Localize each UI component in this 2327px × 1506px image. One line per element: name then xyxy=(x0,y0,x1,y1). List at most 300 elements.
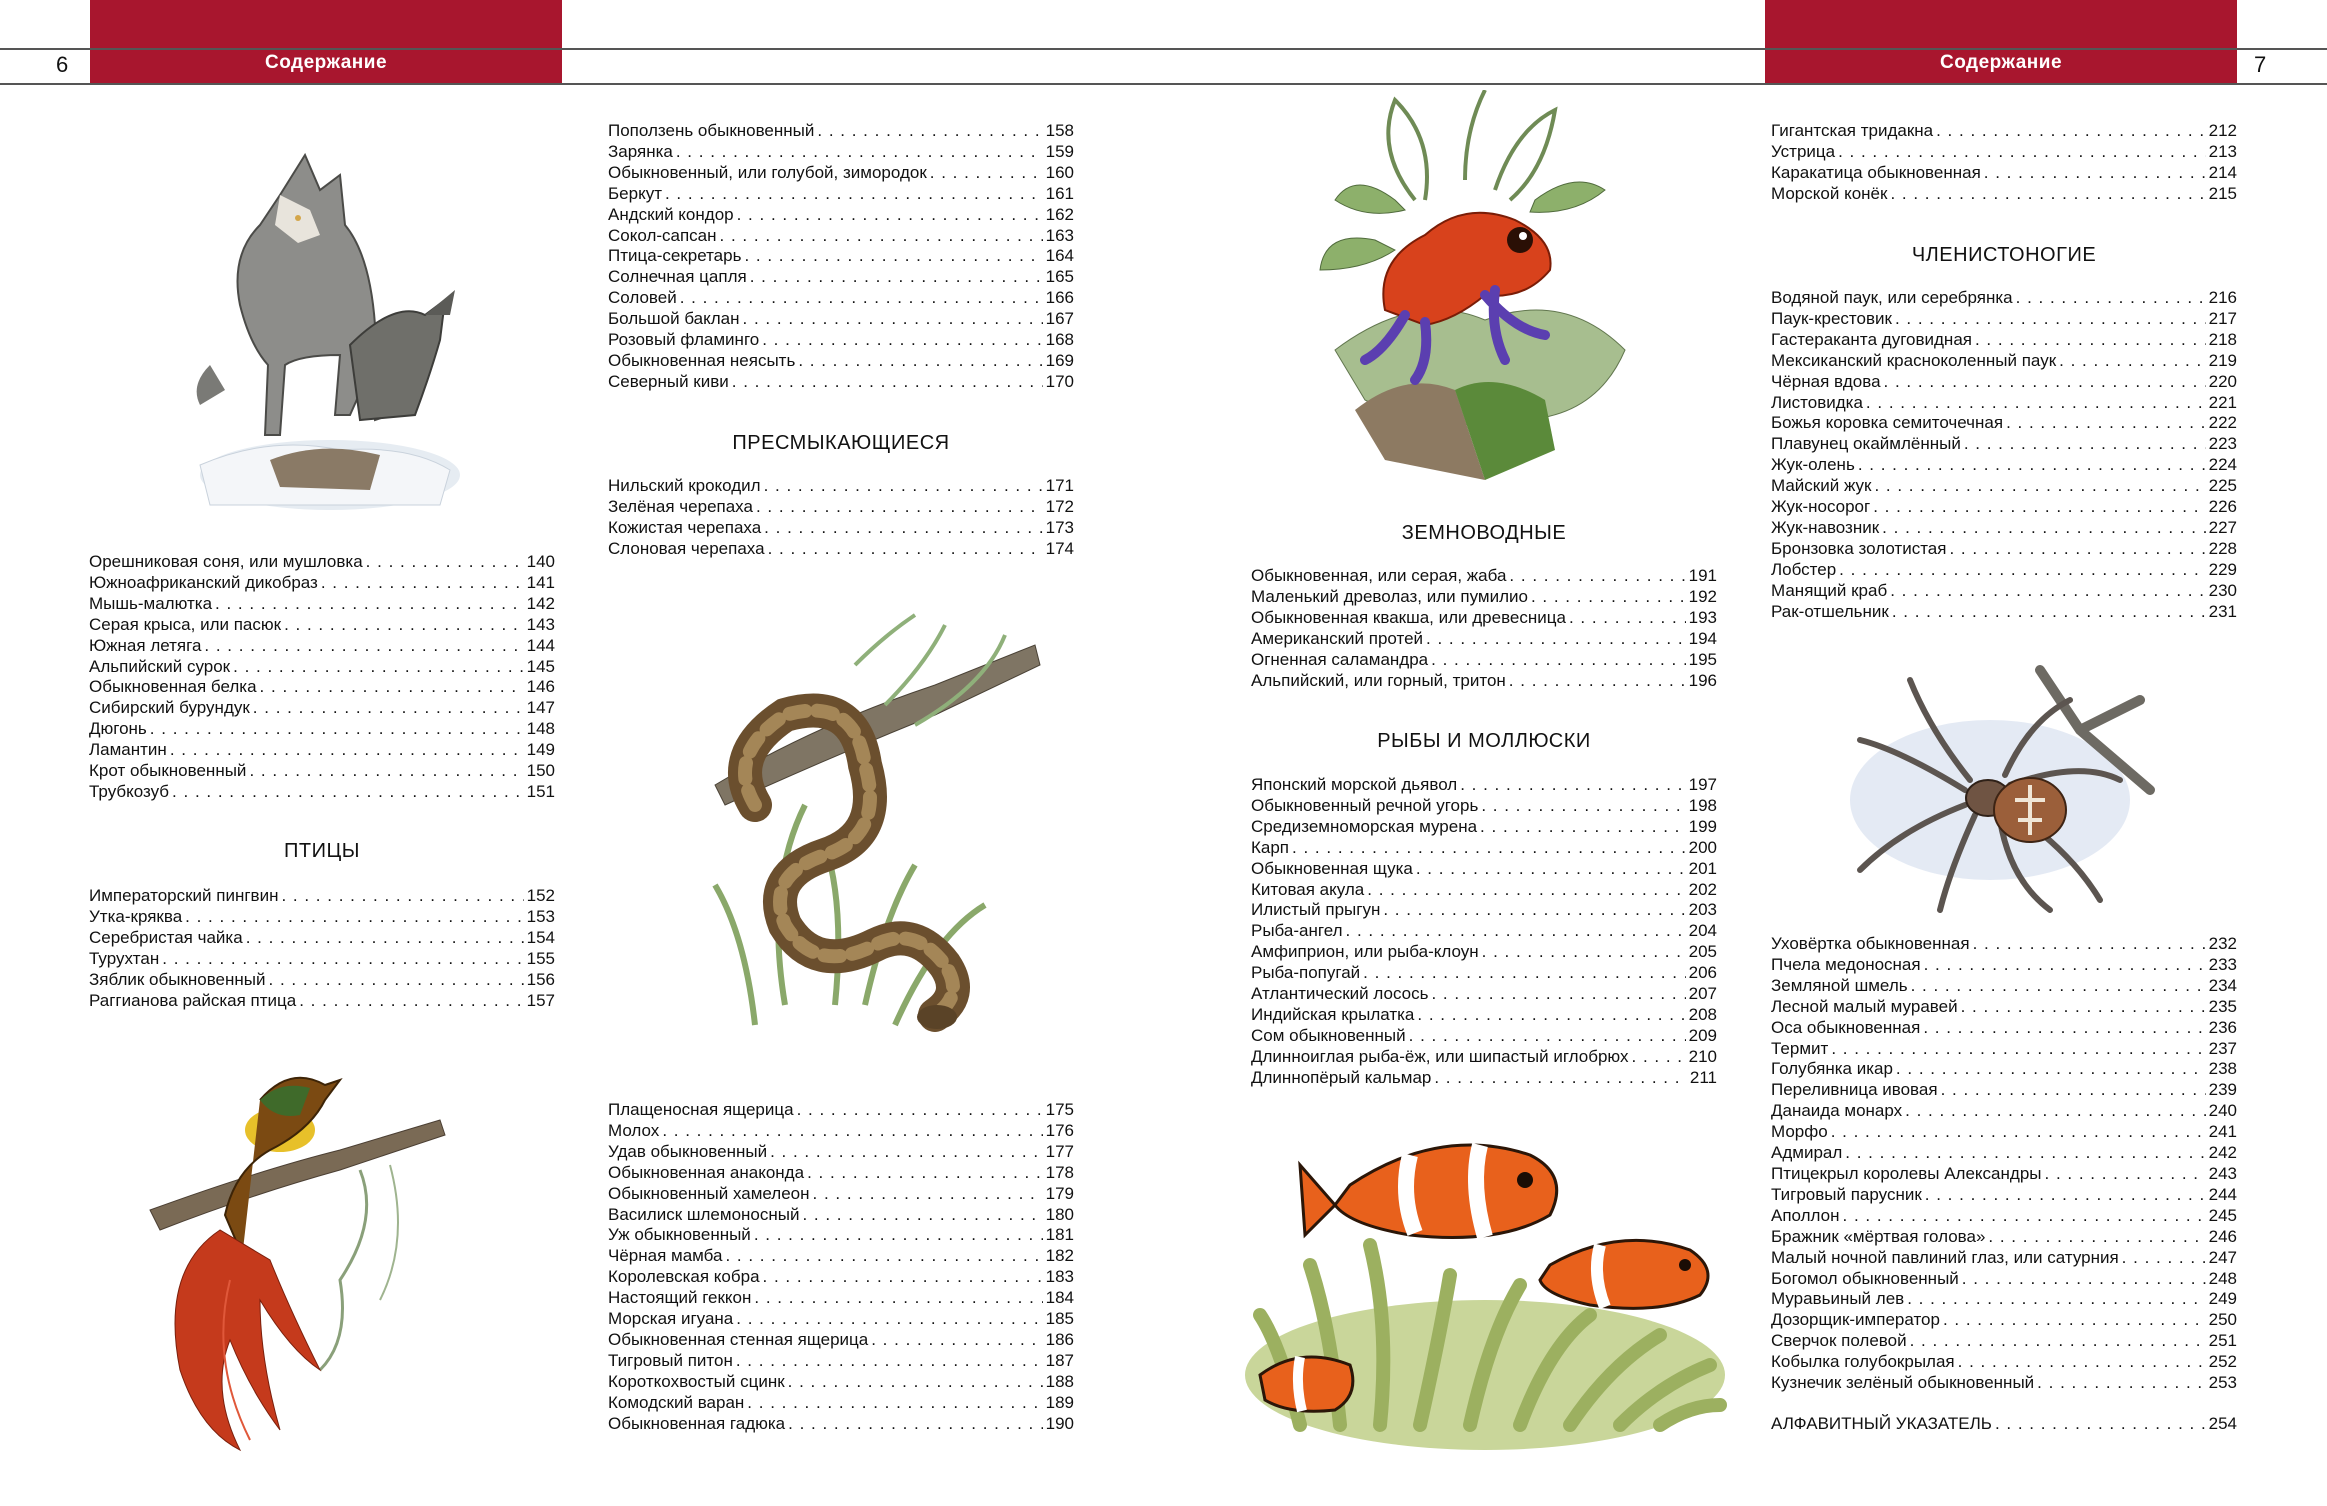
toc-entry[interactable] xyxy=(608,372,1074,393)
dot-leader xyxy=(725,1246,1042,1267)
dot-leader xyxy=(1890,184,2205,205)
toc-entry[interactable] xyxy=(1771,372,2237,393)
toc-entry-title: Илистый прыгун xyxy=(1251,900,1381,920)
toc-entry-title: Морфо xyxy=(1771,1122,1828,1142)
toc-entry[interactable] xyxy=(608,246,1074,267)
toc-entry-page: 155 xyxy=(526,948,555,968)
toc-entry-page: 177 xyxy=(1045,1141,1074,1161)
dot-leader xyxy=(1831,1039,2205,1060)
toc-entry[interactable] xyxy=(608,142,1074,163)
toc-entry-page: 233 xyxy=(2208,954,2237,974)
toc-entry[interactable] xyxy=(608,351,1074,372)
toc-entry[interactable] xyxy=(1251,1026,1717,1047)
toc-entry[interactable] xyxy=(89,719,555,740)
dot-leader xyxy=(1426,629,1686,650)
toc-entry-title: Аполлон xyxy=(1771,1205,1840,1225)
toc-entry-page: 153 xyxy=(526,906,555,926)
wolf-illustration xyxy=(180,115,460,515)
toc-entry-title: Чёрная вдова xyxy=(1771,371,1881,391)
toc-entry-title: Лесной малый муравей xyxy=(1771,996,1958,1016)
toc-entry-page: 222 xyxy=(2208,413,2237,433)
toc-entry[interactable] xyxy=(608,184,1074,205)
dot-leader xyxy=(1292,838,1686,859)
toc-entry[interactable] xyxy=(1251,566,1717,587)
toc-entry[interactable] xyxy=(89,594,555,615)
toc-entry[interactable] xyxy=(89,761,555,782)
toc-entry-page: 140 xyxy=(526,552,555,571)
toc-entry-title: Обыкновенная щука xyxy=(1251,858,1413,878)
dot-leader xyxy=(1884,372,2206,393)
toc-entry[interactable] xyxy=(1771,1164,2237,1185)
toc-entry-page: 240 xyxy=(2208,1101,2237,1121)
toc-entry-page: 194 xyxy=(1688,628,1717,648)
toc-entry-page: 246 xyxy=(2208,1226,2237,1246)
dot-leader xyxy=(1409,1026,1686,1047)
toc-entry-page: 214 xyxy=(2208,162,2237,182)
toc-entry-page: 196 xyxy=(1688,670,1717,690)
toc-entry-title: Удав обыкновенный xyxy=(608,1141,768,1161)
toc-entry-page: 183 xyxy=(1045,1267,1074,1287)
toc-entry[interactable] xyxy=(89,677,555,698)
toc-entry[interactable] xyxy=(1251,859,1717,880)
header-top-rule xyxy=(0,48,2327,50)
toc-entry[interactable] xyxy=(1251,1047,1717,1068)
dot-leader xyxy=(170,740,524,761)
toc-entry-title: Кобылка голубокрылая xyxy=(1771,1352,1955,1372)
toc-entry[interactable] xyxy=(608,226,1074,247)
toc-entry[interactable] xyxy=(1251,880,1717,901)
toc-entry[interactable] xyxy=(1771,1248,2237,1269)
toc-entry[interactable] xyxy=(1771,163,2237,184)
toc-entry[interactable] xyxy=(1771,560,2237,581)
toc-entry-title: Средиземноморская мурена xyxy=(1251,816,1478,836)
toc-entry-page: 191 xyxy=(1688,566,1717,585)
dot-leader xyxy=(2122,1248,2206,1269)
toc-entry-title: Андский кондор xyxy=(608,204,734,224)
dot-leader xyxy=(1973,934,2206,955)
toc-entry-page: 165 xyxy=(1045,267,1074,287)
section-title-arthropods: ЧЛЕНИСТОНОГИЕ xyxy=(1911,244,2097,266)
toc-entry-page: 211 xyxy=(1689,1067,1717,1087)
toc-entry[interactable] xyxy=(1771,539,2237,560)
col4-molluscs-cont-list xyxy=(1771,121,2237,205)
toc-entry-page: 220 xyxy=(2208,371,2237,391)
toc-entry[interactable] xyxy=(608,1100,1074,1121)
toc-entry[interactable] xyxy=(1771,934,2237,955)
dot-leader xyxy=(366,552,524,573)
toc-entry-page: 238 xyxy=(2208,1059,2237,1079)
toc-entry-title: Солнечная цапля xyxy=(608,267,747,287)
toc-entry[interactable] xyxy=(1771,518,2237,539)
toc-entry-title: Обыкновенный речной угорь xyxy=(1251,795,1479,815)
toc-entry[interactable] xyxy=(1771,1039,2237,1060)
toc-entry-page: 166 xyxy=(1045,288,1074,308)
toc-entry-page: 236 xyxy=(2208,1017,2237,1037)
toc-entry[interactable] xyxy=(89,928,555,949)
dot-leader xyxy=(930,163,1043,184)
toc-entry-page: 142 xyxy=(526,593,555,613)
dot-leader xyxy=(676,142,1043,163)
toc-entry-page: 157 xyxy=(526,990,555,1010)
toc-entry-page: 225 xyxy=(2208,476,2237,496)
toc-entry-page: 202 xyxy=(1688,879,1717,899)
toc-entry[interactable] xyxy=(1251,671,1717,692)
toc-entry[interactable] xyxy=(608,1142,1074,1163)
toc-entry[interactable] xyxy=(1771,1206,2237,1227)
toc-entry-title: Розовый фламинго xyxy=(608,330,760,350)
toc-entry-page: 181 xyxy=(1045,1225,1074,1245)
toc-entry-page: 230 xyxy=(2208,580,2237,600)
toc-entry[interactable] xyxy=(1771,1080,2237,1101)
toc-entry[interactable] xyxy=(1771,330,2237,351)
toc-entry[interactable] xyxy=(1251,963,1717,984)
dot-leader xyxy=(1460,775,1685,796)
toc-entry[interactable] xyxy=(1251,1068,1717,1089)
toc-entry-title: Нильский крокодил xyxy=(608,476,761,495)
dot-leader xyxy=(762,330,1042,351)
toc-entry[interactable] xyxy=(608,1267,1074,1288)
toc-entry[interactable] xyxy=(608,1288,1074,1309)
toc-entry-title: Южноафриканский дикобраз xyxy=(89,572,318,592)
toc-entry-page: 212 xyxy=(2208,121,2237,140)
dot-leader xyxy=(788,1372,1043,1393)
dot-leader xyxy=(662,1121,1042,1142)
toc-entry-title: Амфиприон, или рыба-клоун xyxy=(1251,942,1479,962)
toc-entry-title: Тигровый питон xyxy=(608,1350,733,1370)
toc-entry[interactable] xyxy=(608,1330,1074,1351)
toc-entry[interactable] xyxy=(1251,942,1717,963)
toc-entry[interactable] xyxy=(1771,142,2237,163)
toc-entry-page: 213 xyxy=(2208,141,2237,161)
toc-entry-page: 204 xyxy=(1688,921,1717,941)
toc-entry-page: 228 xyxy=(2208,538,2237,558)
toc-entry[interactable] xyxy=(1771,1289,2237,1310)
toc-entry[interactable] xyxy=(1771,581,2237,602)
toc-entry-page: 160 xyxy=(1045,162,1074,182)
toc-entry-title: Карп xyxy=(1251,837,1290,857)
toc-entry-title: Термит xyxy=(1771,1038,1829,1058)
toc-entry-title: Листовидка xyxy=(1771,392,1863,412)
toc-entry-page: 241 xyxy=(2208,1122,2237,1142)
dot-leader xyxy=(1923,1018,2205,1039)
toc-entry[interactable] xyxy=(608,539,1074,560)
dot-leader xyxy=(1346,921,1686,942)
dot-leader xyxy=(1632,1047,1686,1068)
toc-entry-title: Длиннопёрый кальмар xyxy=(1251,1067,1432,1087)
section-title-fish: РЫБЫ И МОЛЛЮСКИ xyxy=(1377,730,1591,752)
toc-entry[interactable] xyxy=(1771,476,2237,497)
toc-entry-page: 221 xyxy=(2208,392,2237,412)
toc-entry[interactable] xyxy=(608,1351,1074,1372)
toc-entry-title: Обыкновенная гадюка xyxy=(608,1413,786,1433)
toc-entry[interactable] xyxy=(1251,775,1717,796)
toc-entry[interactable] xyxy=(608,205,1074,226)
toc-entry-page: 178 xyxy=(1045,1162,1074,1182)
toc-entry[interactable] xyxy=(1251,629,1717,650)
toc-entry-title: Маленький древолаз, или пумилио xyxy=(1251,586,1528,606)
dot-leader xyxy=(1416,859,1686,880)
toc-entry-title: Сокол-сапсан xyxy=(608,225,717,245)
toc-entry-title: Жук-олень xyxy=(1771,455,1855,475)
toc-entry[interactable] xyxy=(1251,817,1717,838)
toc-entry[interactable] xyxy=(608,518,1074,539)
toc-entry[interactable] xyxy=(608,288,1074,309)
toc-entry[interactable] xyxy=(1771,1269,2237,1290)
dot-leader xyxy=(2037,1373,2205,1394)
toc-entry[interactable] xyxy=(1771,1310,2237,1331)
toc-entry[interactable] xyxy=(608,1372,1074,1393)
left-header-band xyxy=(90,0,562,84)
toc-entry[interactable] xyxy=(1771,1059,2237,1080)
toc-entry[interactable] xyxy=(1771,393,2237,414)
toc-entry-title: Американский протей xyxy=(1251,628,1424,648)
toc-entry-title: Альпийский, или горный, тритон xyxy=(1251,670,1506,690)
dot-leader xyxy=(1858,455,2206,476)
toc-entry-title: Крот обыкновенный xyxy=(89,761,247,781)
toc-entry-title: Морской конёк xyxy=(1771,183,1888,203)
toc-entry-title: Обыкновенная неясыть xyxy=(608,350,796,370)
toc-entry-page: 179 xyxy=(1045,1183,1074,1203)
toc-entry-title: Бражник «мёртвая голова» xyxy=(1771,1226,1986,1246)
dot-leader xyxy=(233,657,524,678)
toc-entry[interactable] xyxy=(89,886,555,907)
dot-leader xyxy=(1509,566,1685,587)
dot-leader xyxy=(1873,497,2205,518)
toc-entry[interactable] xyxy=(608,497,1074,518)
toc-entry-page: 167 xyxy=(1045,309,1074,329)
toc-entry-title: Молох xyxy=(608,1120,660,1140)
toc-entry[interactable] xyxy=(608,1184,1074,1205)
toc-entry-title: АЛФАВИТНЫЙ УКАЗАТЕЛЬ xyxy=(1771,1414,1992,1433)
toc-entry[interactable] xyxy=(89,907,555,928)
toc-entry-title: Поползень обыкновенный xyxy=(608,121,815,140)
toc-entry-title: Голубянка икар xyxy=(1771,1059,1893,1079)
dot-leader xyxy=(1531,587,1686,608)
toc-entry[interactable] xyxy=(1771,602,2237,623)
toc-entry-page: 197 xyxy=(1688,775,1717,794)
toc-entry[interactable] xyxy=(1771,1352,2237,1373)
toc-entry[interactable] xyxy=(89,636,555,657)
toc-entry-page: 244 xyxy=(2208,1184,2237,1204)
toc-entry-title: Птицекрыл королевы Александры xyxy=(1771,1163,2042,1183)
toc-entry-title: Рыба-ангел xyxy=(1251,921,1343,941)
toc-entry[interactable] xyxy=(1251,984,1717,1005)
toc-entry[interactable] xyxy=(608,1246,1074,1267)
toc-entry[interactable] xyxy=(608,1205,1074,1226)
toc-entry-title: Переливница ивовая xyxy=(1771,1080,1938,1100)
toc-entry[interactable] xyxy=(1251,1005,1717,1026)
toc-entry-title: Обыкновенный, или голубой, зимородок xyxy=(608,162,927,182)
toc-entry-title: Слоновая черепаха xyxy=(608,538,765,558)
toc-entry[interactable] xyxy=(89,740,555,761)
boa-snake-illustration xyxy=(655,605,1055,1045)
toc-entry[interactable] xyxy=(608,1414,1074,1435)
toc-entry-page: 151 xyxy=(526,781,555,801)
toc-entry-title: Раггианова райская птица xyxy=(89,990,297,1010)
toc-entry[interactable] xyxy=(608,1309,1074,1330)
toc-entry[interactable] xyxy=(1771,184,2237,205)
dot-leader xyxy=(1896,1059,2206,1080)
toc-entry[interactable] xyxy=(89,991,555,1012)
toc-entry-page: 226 xyxy=(2208,497,2237,517)
dot-leader xyxy=(299,991,523,1012)
dot-leader xyxy=(1961,997,2206,1018)
toc-entry-title: Уж обыкновенный xyxy=(608,1225,751,1245)
toc-entry[interactable] xyxy=(1771,955,2237,976)
toc-entry[interactable] xyxy=(608,163,1074,184)
toc-entry[interactable] xyxy=(1771,497,2237,518)
toc-entry[interactable] xyxy=(1771,1018,2237,1039)
toc-entry-title: Дюгонь xyxy=(89,719,147,739)
dot-leader xyxy=(1509,671,1686,692)
toc-entry-title: Жук-навозник xyxy=(1771,517,1880,537)
toc-entry-page: 253 xyxy=(2208,1373,2237,1393)
toc-entry[interactable] xyxy=(1771,413,2237,434)
toc-entry-title: Северный киви xyxy=(608,371,729,391)
toc-entry[interactable] xyxy=(89,657,555,678)
bird-of-paradise-illustration xyxy=(140,1040,450,1460)
toc-entry-page: 210 xyxy=(1688,1046,1717,1066)
toc-entry[interactable] xyxy=(608,267,1074,288)
toc-entry-title: Божья коровка семиточечная xyxy=(1771,413,2004,433)
dot-leader xyxy=(1924,955,2206,976)
dot-leader xyxy=(1964,434,2206,455)
dot-leader xyxy=(807,1163,1043,1184)
clownfish-illustration xyxy=(1240,1125,1730,1455)
dot-leader xyxy=(1431,984,1685,1005)
toc-entry[interactable] xyxy=(1771,121,2237,142)
toc-entry[interactable] xyxy=(608,476,1074,497)
toc-entry-title: Тигровый парусник xyxy=(1771,1184,1922,1204)
dot-leader xyxy=(747,1393,1042,1414)
toc-entry-title: Короткохвостый сцинк xyxy=(608,1371,785,1391)
toc-entry[interactable] xyxy=(1251,921,1717,942)
toc-entry[interactable] xyxy=(1771,1143,2237,1164)
toc-entry-title: Императорский пингвин xyxy=(89,886,279,905)
toc-entry-page: 232 xyxy=(2208,934,2237,953)
toc-entry[interactable] xyxy=(1771,1101,2237,1122)
dot-leader xyxy=(1895,309,2206,330)
dot-leader xyxy=(1911,976,2206,997)
section-title-reptiles: ПРЕСМЫКАЮЩИЕСЯ xyxy=(732,432,950,454)
toc-entry[interactable] xyxy=(608,330,1074,351)
toc-entry-page: 162 xyxy=(1045,204,1074,224)
toc-entry-page: 216 xyxy=(2208,288,2237,307)
toc-entry[interactable] xyxy=(608,121,1074,142)
toc-entry[interactable] xyxy=(608,1163,1074,1184)
toc-entry[interactable] xyxy=(1771,1185,2237,1206)
toc-entry-title: Устрица xyxy=(1771,141,1836,161)
toc-entry[interactable] xyxy=(1251,796,1717,817)
toc-entry[interactable] xyxy=(1251,900,1717,921)
toc-entry-page: 171 xyxy=(1045,476,1074,495)
toc-entry-title: Гастеракантa дуговидная xyxy=(1771,329,1972,349)
toc-entry-title: Бронзовка золотистая xyxy=(1771,538,1947,558)
dot-leader xyxy=(1975,330,2206,351)
dot-leader xyxy=(797,1100,1043,1121)
toc-entry[interactable] xyxy=(1771,434,2237,455)
col1-mammals-list xyxy=(89,552,555,803)
toc-entry[interactable] xyxy=(89,782,555,803)
right-header-band xyxy=(1765,0,2237,84)
dot-leader xyxy=(744,246,1042,267)
toc-entry[interactable] xyxy=(89,949,555,970)
left-page-number: 6 xyxy=(56,52,69,77)
toc-entry[interactable] xyxy=(1771,1227,2237,1248)
toc-entry-title: Василиск шлемоносный xyxy=(608,1204,800,1224)
toc-entry[interactable] xyxy=(89,615,555,636)
dot-leader xyxy=(1943,1310,2206,1331)
toc-entry[interactable] xyxy=(1771,976,2237,997)
dot-leader xyxy=(1434,1068,1687,1089)
toc-entry-page: 185 xyxy=(1045,1309,1074,1329)
spider-illustration xyxy=(1840,660,2170,920)
toc-entry-page: 150 xyxy=(526,761,555,781)
toc-entry-title: Китовая акула xyxy=(1251,879,1365,899)
toc-entry[interactable] xyxy=(608,1393,1074,1414)
toc-entry[interactable] xyxy=(1771,1122,2237,1143)
dot-leader xyxy=(1569,608,1686,629)
dot-leader xyxy=(2045,1164,2206,1185)
toc-entry[interactable] xyxy=(89,552,555,573)
dot-leader xyxy=(1962,1269,2206,1290)
dot-leader xyxy=(204,636,523,657)
toc-entry-page: 169 xyxy=(1045,350,1074,370)
dot-leader xyxy=(260,677,524,698)
toc-entry[interactable] xyxy=(1251,650,1717,671)
toc-entry[interactable] xyxy=(1771,288,2237,309)
toc-entry[interactable] xyxy=(1251,587,1717,608)
toc-entry-title: Плавунец окаймлённый xyxy=(1771,434,1961,454)
dot-leader xyxy=(756,497,1043,518)
toc-entry[interactable] xyxy=(1251,838,1717,859)
dot-leader xyxy=(1995,1414,2206,1435)
toc-entry-title: Дозорщик-император xyxy=(1771,1310,1940,1330)
toc-entry-page: 146 xyxy=(526,677,555,697)
toc-entry[interactable] xyxy=(1771,351,2237,372)
toc-entry-page: 250 xyxy=(2208,1310,2237,1330)
toc-entry-page: 235 xyxy=(2208,996,2237,1016)
toc-entry[interactable] xyxy=(608,309,1074,330)
toc-entry-title: Зелёная черепаха xyxy=(608,496,753,516)
alphabetical-index-entry[interactable] xyxy=(1771,1414,2237,1435)
dot-leader xyxy=(817,121,1042,142)
toc-entry[interactable] xyxy=(89,573,555,594)
toc-entry[interactable] xyxy=(1771,455,2237,476)
toc-entry[interactable] xyxy=(1251,608,1717,629)
dot-leader xyxy=(754,1288,1042,1309)
toc-entry-page: 249 xyxy=(2208,1289,2237,1309)
toc-entry[interactable] xyxy=(608,1121,1074,1142)
toc-entry[interactable] xyxy=(608,1225,1074,1246)
toc-entry-page: 141 xyxy=(526,572,555,592)
toc-entry-page: 247 xyxy=(2208,1247,2237,1267)
toc-entry[interactable] xyxy=(1771,1373,2237,1394)
toc-entry[interactable] xyxy=(1771,997,2237,1018)
toc-entry[interactable] xyxy=(1771,1331,2237,1352)
toc-entry-page: 215 xyxy=(2208,183,2237,203)
dot-leader xyxy=(1874,476,2205,497)
toc-entry[interactable] xyxy=(89,698,555,719)
toc-entry-title: Кожистая черепаха xyxy=(608,517,762,537)
header-bottom-rule xyxy=(0,83,2327,85)
toc-entry[interactable] xyxy=(1771,309,2237,330)
toc-entry[interactable] xyxy=(89,970,555,991)
dot-leader xyxy=(798,351,1042,372)
col3-fish-list xyxy=(1251,775,1717,1089)
toc-entry-title: Гигантская тридакна xyxy=(1771,121,1934,140)
dot-leader xyxy=(1845,1143,2205,1164)
